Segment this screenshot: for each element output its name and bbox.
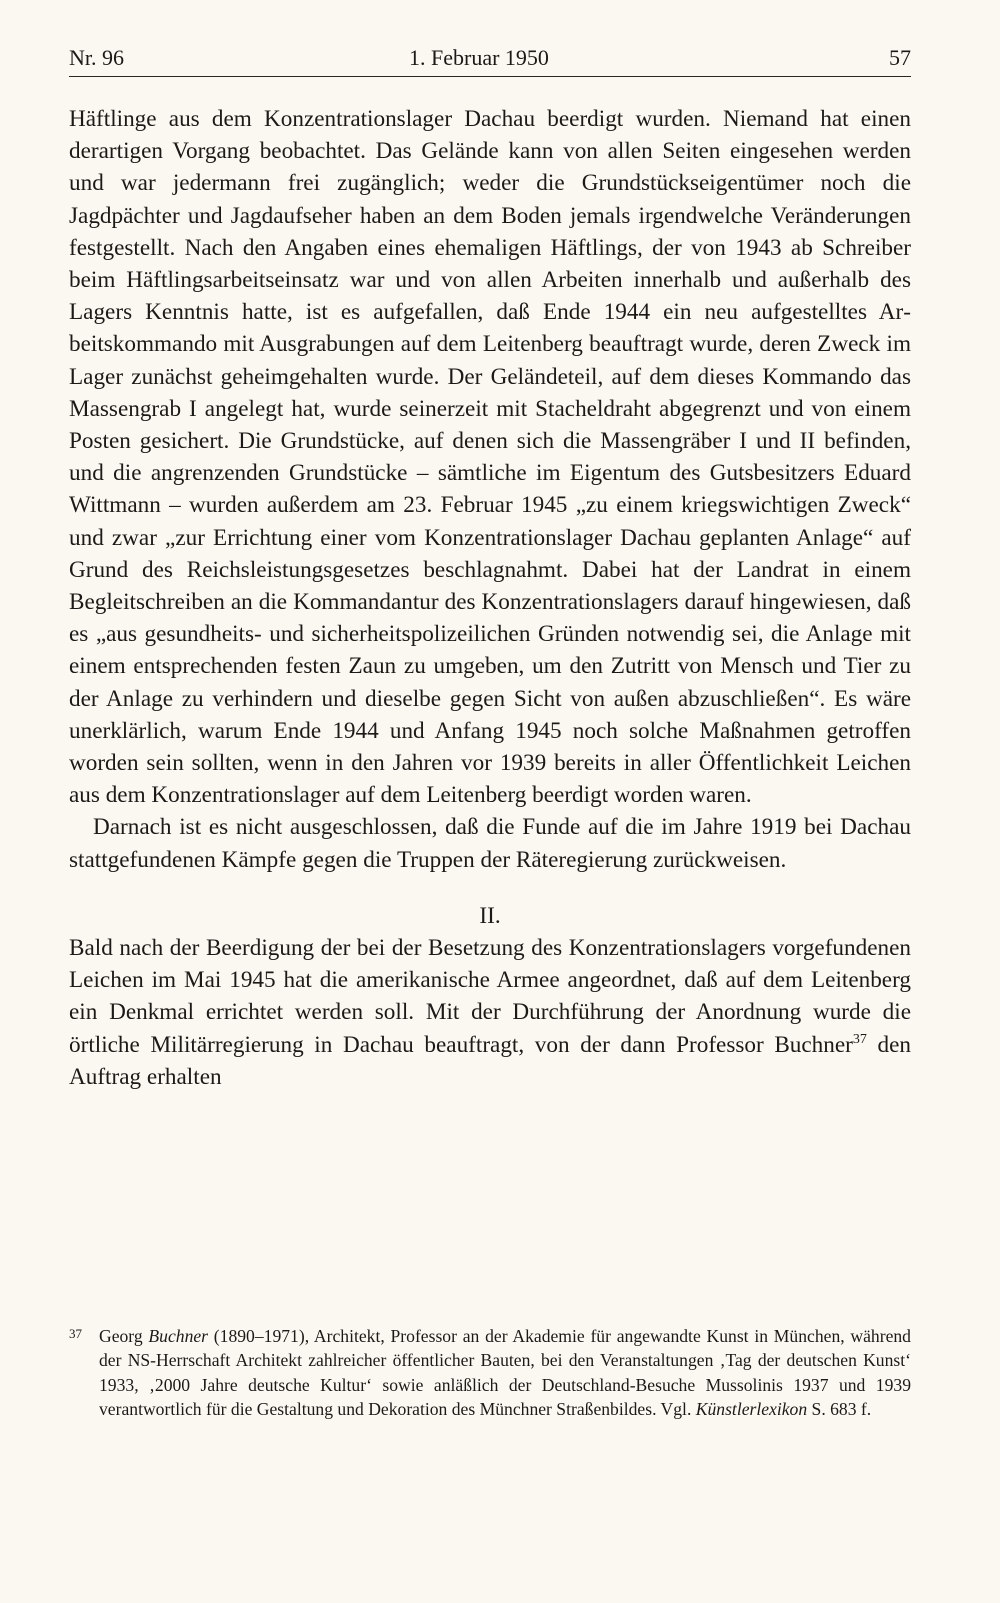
paragraph-1: Häftlinge aus dem Konzentrationslager Dachau beerdigt wurden. Niemand hat einen derartigen Vorgang beobachtet. Das Gelände kann von allen Seiten eingesehen werden und war jedermann frei zugänglich; weder die Grundstückseigentümer noch die Jagdpächter und Jagdaufseher haben an dem Boden jemals irgendwelche Veränderungen festgestellt. Nach den Angaben eines ehemaligen Häftlings, der von 1943 ab Schreiber beim Häftlingsarbeitseinsatz war und von allen Arbeiten innerhalb und außerhalb des Lagers Kenntnis hatte, ist es aufgefallen, daß Ende 1944 ein neu aufgestelltes Arbeitskommando mit Ausgrabungen auf dem Leitenberg beauftragt wurde, deren Zweck im Lager zunächst geheimgehalten wurde. Der Geländeteil, auf dem dieses Kommando das Massengrab I angelegt hat, wurde seinerzeit mit Stacheldraht abgegrenzt und von einem Posten gesichert. Die Grundstücke, auf denen sich die Massengräber I und II befinden, und die angrenzenden Grundstücke – sämtliche im Eigentum des Gutsbesitzers Eduard Wittmann – wurden außerdem am 23. Februar 1945 „zu einem kriegswichtigen Zweck“ und zwar „zur Errichtung einer vom Konzentrationslager Dachau geplanten Anlage“ auf Grund des Reichsleistungsgesetzes beschlagnahmt. Dabei hat der Landrat in einem Begleitschreiben an die Kommandantur des Konzentrationslagers darauf hingewiesen, daß es „aus gesundheits- und sicherheitspolizeilichen Gründen notwendig sei, die Anlage mit einem entsprechenden festen Zaun zu umgeben, um den Zutritt von Mensch und Tier zu der Anlage zu verhindern und dieselbe gegen Sicht von außen abzuschließen“. Es wäre unerklärlich, warum Ende 1944 und Anfang 1945 noch solche Maßnahmen getroffen worden sein sollten, wenn in den Jahren vor 1939 bereits in aller Öffentlichkeit Leichen aus dem Konzentrationslager auf dem Leitenberg beerdigt worden waren.	[69, 106, 911, 809]
issue-number: Nr. 96	[69, 45, 124, 70]
page-number: 57	[889, 45, 911, 70]
document-page	[69, 44, 911, 1093]
body-text	[69, 103, 911, 1093]
running-header	[69, 44, 911, 77]
footnotes	[69, 1324, 911, 1422]
footnote-text	[99, 1324, 911, 1422]
paragraph-3-text: Bald nach der Beerdigung der bei der Besetzung des Konzentrationslagers vorgefundenen Leichen im Mai 1945 hat die amerikanische Armee angeordnet, daß auf dem Leitenberg ein Denkmal errichtet werden soll. Mit der Durchführung der Anordnung wurde die örtliche Militärregierung in Dachau beauftragt, von der dann Professor Buchner	[69, 935, 911, 1058]
paragraph-2: Darnach ist es nicht ausgeschlossen, daß die Funde auf die im Jahre 1919 bei Dachau stattgefundenen Kämpfe gegen die Truppen der Räteregierung zurückweisen.	[69, 814, 911, 873]
paragraph-3	[69, 932, 911, 1093]
footnote-prefix: Georg	[99, 1326, 149, 1346]
paragraph-3-tail: den Auftrag erhalten	[69, 1031, 911, 1090]
header-date: 1. Februar 1950	[409, 45, 549, 70]
footnote-page-ref: S. 683 f.	[807, 1399, 872, 1420]
section-heading: II.	[479, 902, 501, 929]
footnote-body: (1890–1971), Architekt, Professor an der Akademie für angewandte Kunst in München, während der NS-Herrschaft Architekt zahlreicher öffentlicher Bauten, bei den Veranstaltungen ‚Tag der deutschen Kunst‘ 1933, ‚2000 Jahre deutsche Kultur‘ sowie anläßlich der Deutschland-Besuche Mussolinis 1937 und 1939 verantwortlich für die Gestaltung und Dekoration des Münchner Straßenbildes. Vgl.	[99, 1326, 911, 1420]
footnote-37	[69, 1324, 911, 1422]
footnote-person-name: Buchner	[148, 1326, 209, 1346]
footnote-source-title: Künstlerlexikon	[695, 1399, 808, 1420]
footnote-reference[interactable]: 37	[852, 1031, 867, 1047]
footnote-number: 37	[69, 1326, 82, 1341]
